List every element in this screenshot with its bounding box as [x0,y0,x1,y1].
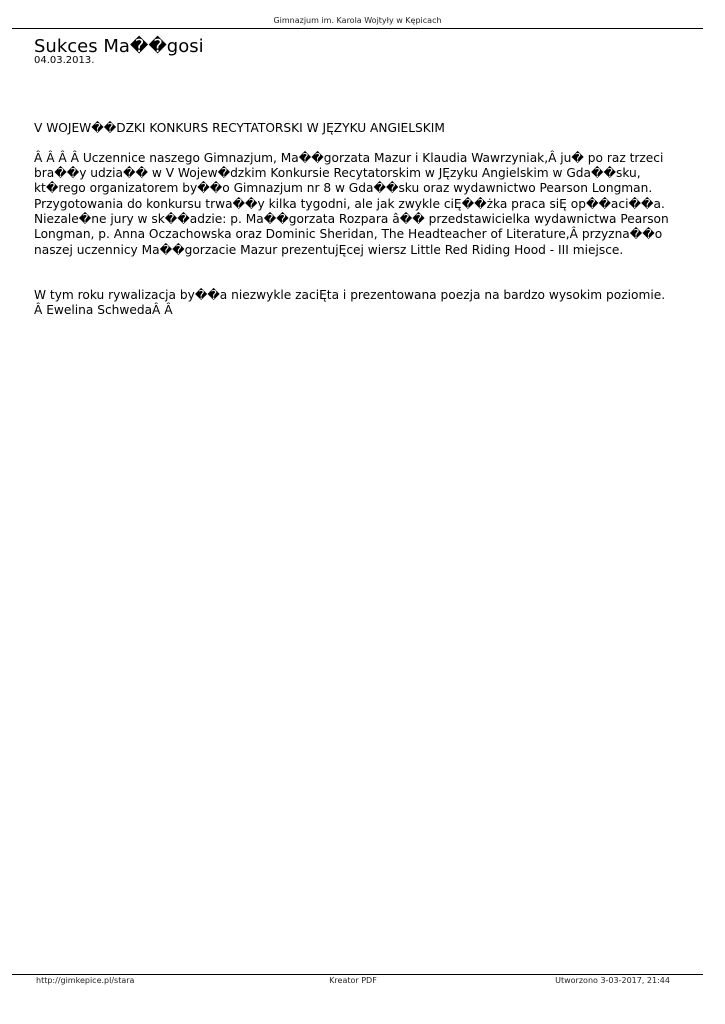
article-paragraph-closing: W tym roku rywalizacja by��a niezwykle zaciĘta i prezentowana poezja na bardzo wysokim poziomie. Â Ewelina SchwedaÂ Â [34,287,666,318]
footer-generator: Kreator PDF [329,976,377,985]
page-footer [36,976,670,986]
article-heading: V WOJEW��DZKI KONKURS RECYTATORSKI W JĘZYKU ANGIELSKIM [34,121,445,135]
article-date: 04.03.2013. [34,55,95,66]
article-title: Sukces Ma��gosi [34,36,204,57]
footer-url-link[interactable]: http://gimkepice.pl/stara [36,976,135,985]
header-divider [12,28,703,29]
page-header-site-name: Gimnazjum im. Karola Wojtyły w Kępicach [273,16,442,25]
footer-divider [12,974,703,975]
article-paragraph: Â Â Â Â Uczennice naszego Gimnazjum, Ma��gorzata Mazur i Klaudia Wawrzyniak,Â ju� po raz trzeci bra��y udzia�� w V Wojew�dzkim Konkursie Recytatorskim w JĘzyku Angielskim w Gda��sku, kt�rego organizatorem by��o Gimnazjum nr 8 w Gda��sku oraz wydawnictwo Pearson Longman. Przygotowania do konkursu trwa��y kilka tygodni, ale jak zwykle ciĘ��żka praca siĘ op��aci��a. Niezale�ne jury w sk��adzie: p. Ma��gorzata Rozpara â�� przedstawicielka wydawnictwa Pearson Longman, p. Anna Oczachowska oraz Dominic Sheridan, The Headteacher of Literature,Â przyzna��o naszej uczennicy Ma��gorzacie Mazur prezentujĘcej wiersz Little Red Riding Hood - III miejsce. [34,150,669,257]
footer-created-date: Utworzono 3-03-2017, 21:44 [555,976,670,985]
article-body [34,121,684,318]
